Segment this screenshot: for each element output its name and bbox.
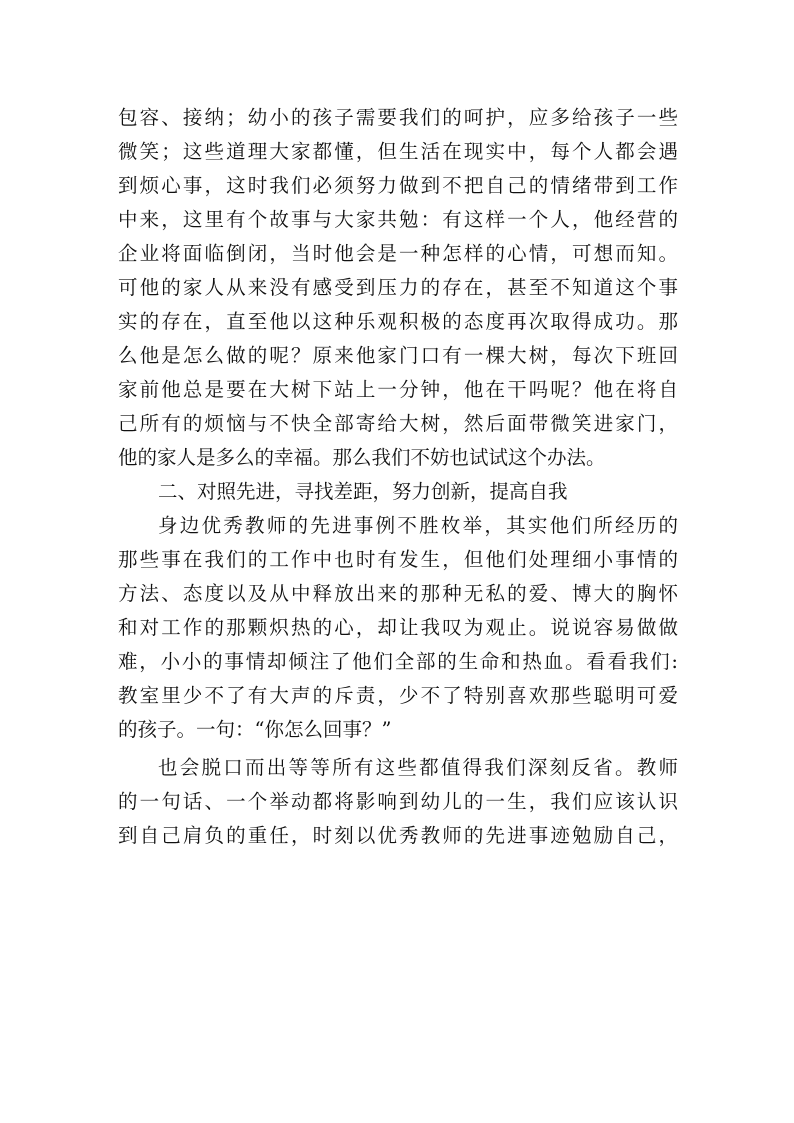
text-line: 可他的家人从来没有感受到压力的存在，甚至不知道这个事 bbox=[118, 276, 678, 299]
text-line: 实的存在，直至他以这种乐观积极的态度再次取得成功。那 bbox=[118, 310, 678, 333]
text-line: 己所有的烦恼与不快全部寄给大树，然后面带微笑进家门， bbox=[118, 412, 678, 435]
section-heading bbox=[118, 475, 678, 509]
document-body bbox=[118, 101, 678, 853]
paragraph bbox=[118, 751, 678, 853]
text-line: 到自己肩负的重任，时刻以优秀教师的先进事迹勉励自己， bbox=[118, 824, 678, 847]
text-line: 微笑；这些道理大家都懂，但生活在现实中，每个人都会遇 bbox=[118, 140, 678, 163]
text-line: 身边优秀教师的先进事例不胜枚举，其实他们所经历的 bbox=[158, 514, 678, 537]
text-line: 包容、接纳；幼小的孩子需要我们的呵护，应多给孩子一些 bbox=[118, 106, 678, 129]
text-line: 的孩子。一句：“你怎么回事？” bbox=[118, 718, 392, 741]
text-line: 中来，这里有个故事与大家共勉：有这样一个人，他经营的 bbox=[118, 208, 678, 231]
text-line: 难，小小的事情却倾注了他们全部的生命和热血。看看我们: bbox=[118, 650, 678, 673]
text-line: 教室里少不了有大声的斥责，少不了特别喜欢那些聪明可爱 bbox=[118, 684, 678, 707]
paragraph bbox=[118, 101, 678, 475]
text-line: 到烦心事，这时我们必须努力做到不把自己的情绪带到工作 bbox=[118, 174, 678, 197]
paragraph bbox=[118, 509, 678, 747]
heading-text: 二、对照先进，寻找差距，努力创新，提高自我 bbox=[158, 480, 568, 503]
text-line: 和对工作的那颗炽热的心，却让我叹为观止。说说容易做做 bbox=[118, 616, 678, 639]
text-line: 那些事在我们的工作中也时有发生，但他们处理细小事情的 bbox=[118, 548, 678, 571]
text-line: 家前他总是要在大树下站上一分钟，他在干吗呢？他在将自 bbox=[118, 378, 678, 401]
text-line: 的一句话、一个举动都将影响到幼儿的一生，我们应该认识 bbox=[118, 790, 678, 813]
text-line: 也会脱口而出等等所有这些都值得我们深刻反省。教师 bbox=[158, 756, 678, 779]
text-line: 他的家人是多么的幸福。那么我们不妨也试试这个办法。 bbox=[118, 446, 606, 469]
text-line: 企业将面临倒闭，当时他会是一种怎样的心情，可想而知。 bbox=[118, 242, 678, 265]
text-line: 方法、态度以及从中释放出来的那种无私的爱、博大的胸怀 bbox=[118, 582, 678, 605]
text-line: 么他是怎么做的呢？原来他家门口有一棵大树，每次下班回 bbox=[118, 344, 678, 367]
